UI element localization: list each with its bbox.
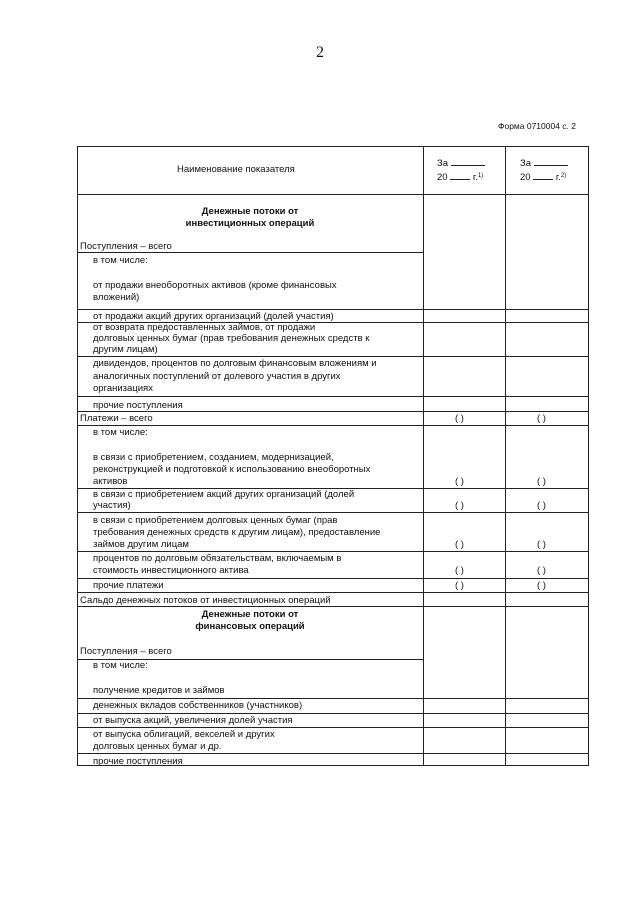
header-col-1-note: 1) bbox=[477, 173, 484, 179]
table-top-border bbox=[77, 146, 589, 147]
row-label: долговых ценных бумаг и др. bbox=[93, 741, 222, 752]
row-label: вложений) bbox=[93, 292, 140, 303]
row-line bbox=[77, 578, 589, 579]
header-col-2-za: За bbox=[520, 158, 532, 169]
row-line bbox=[77, 713, 589, 714]
column-divider-2 bbox=[505, 146, 506, 766]
paren-placeholder: ( ) bbox=[537, 565, 546, 576]
row-label: займов другим лицам bbox=[93, 539, 189, 550]
row-line bbox=[77, 698, 589, 699]
header-col-2-year-prefix: 20 bbox=[520, 172, 531, 183]
table-right-border bbox=[588, 146, 589, 766]
row-label: Сальдо денежных потоков от инвестиционных операций bbox=[80, 595, 331, 606]
page-number: 2 bbox=[316, 44, 324, 61]
paren-placeholder: ( ) bbox=[537, 476, 546, 487]
paren-placeholder: ( ) bbox=[455, 413, 464, 424]
header-indicator: Наименование показателя bbox=[177, 164, 295, 175]
row-label: от продажи внеоборотных активов (кроме финансовых bbox=[93, 280, 337, 291]
investing-section-title-1: Денежные потоки от bbox=[201, 206, 299, 217]
row-line bbox=[77, 356, 589, 357]
paren-placeholder: ( ) bbox=[455, 476, 464, 487]
paren-placeholder: ( ) bbox=[537, 413, 546, 424]
row-label: долговых ценных бумаг (прав требования денежных средств к bbox=[93, 333, 370, 344]
row-label: прочие платежи bbox=[93, 580, 164, 591]
column-divider-1 bbox=[423, 146, 424, 766]
financing-section-title-2: финансовых операций bbox=[195, 621, 305, 632]
row-label: прочие поступления bbox=[93, 756, 183, 767]
paren-placeholder: ( ) bbox=[455, 500, 464, 511]
header-col-1-year-prefix: 20 bbox=[437, 172, 448, 183]
header-col-1-za: За bbox=[437, 158, 449, 169]
header-col-1-period-blank bbox=[451, 156, 485, 166]
row-label: процентов по долговым обязательствам, включаемым в bbox=[93, 553, 342, 564]
row-line bbox=[77, 309, 589, 310]
row-label: от выпуска облигаций, векселей и других bbox=[93, 729, 275, 740]
row-line bbox=[77, 512, 589, 513]
row-line bbox=[77, 551, 589, 552]
row-label: в том числе: bbox=[93, 427, 148, 438]
row-label: денежных вкладов собственников (участников) bbox=[93, 700, 303, 711]
row-label: активов bbox=[93, 476, 128, 487]
row-label: Поступления – всего bbox=[80, 241, 172, 252]
row-label: получение кредитов и займов bbox=[93, 685, 225, 696]
row-label: Поступления – всего bbox=[80, 646, 172, 657]
paren-placeholder: ( ) bbox=[455, 539, 464, 550]
cash-flow-table bbox=[77, 146, 589, 766]
row-label: организациях bbox=[93, 383, 153, 394]
header-col-2-period-blank bbox=[534, 156, 568, 166]
row-label: прочие поступления bbox=[93, 400, 183, 411]
row-label: в связи с приобретением акций других организаций (долей bbox=[93, 489, 355, 500]
row-line bbox=[77, 753, 589, 754]
paren-placeholder: ( ) bbox=[537, 539, 546, 550]
paren-placeholder: ( ) bbox=[455, 565, 464, 576]
header-col-1-year-blank bbox=[450, 170, 470, 180]
paren-placeholder: ( ) bbox=[537, 500, 546, 511]
table-left-border bbox=[77, 146, 78, 766]
form-code: Форма 0710004 с. 2 bbox=[498, 121, 577, 131]
row-label: дивидендов, процентов по долговым финансовым вложениям и bbox=[93, 358, 377, 369]
paren-placeholder: ( ) bbox=[455, 580, 464, 591]
row-label: участия) bbox=[93, 500, 131, 511]
financing-section-title-1: Денежные потоки от bbox=[201, 609, 299, 620]
row-label: Платежи – всего bbox=[80, 413, 153, 424]
header-col-2 bbox=[520, 156, 568, 184]
paren-placeholder: ( ) bbox=[537, 580, 546, 591]
investing-section-title-2: инвестиционных операций bbox=[185, 218, 315, 229]
header-bottom-border bbox=[77, 194, 589, 195]
row-label: аналогичных поступлений от долевого участия в других bbox=[93, 371, 341, 382]
header-col-2-year-suffix: г. bbox=[555, 172, 561, 183]
header-col-2-year-blank bbox=[533, 170, 553, 180]
row-label: другим лицам) bbox=[93, 344, 158, 355]
row-label: стоимость инвестиционного актива bbox=[93, 565, 249, 576]
row-label: реконструкцией и подготовкой к использованию внеоборотных bbox=[93, 464, 371, 475]
row-label: в том числе: bbox=[93, 660, 148, 671]
row-label: требования денежных средств к другим лицам), предоставление bbox=[93, 527, 381, 538]
row-label: от продажи акций других организаций (долей участия) bbox=[93, 311, 334, 322]
header-col-1 bbox=[437, 156, 485, 184]
row-label: от возврата предоставленных займов, от продажи bbox=[93, 322, 316, 333]
row-label: в связи с приобретением долговых ценных бумаг (прав bbox=[93, 515, 338, 526]
row-line bbox=[77, 396, 589, 397]
row-label: в том числе: bbox=[93, 255, 148, 266]
row-line bbox=[77, 592, 589, 593]
row-line bbox=[77, 727, 589, 728]
row-label: от выпуска акций, увеличения долей участия bbox=[93, 715, 293, 726]
row-line bbox=[77, 425, 589, 426]
row-label: в связи с приобретением, созданием, модернизацией, bbox=[93, 452, 334, 463]
header-col-2-note: 2) bbox=[560, 173, 567, 179]
header-col-1-year-suffix: г. bbox=[472, 172, 478, 183]
